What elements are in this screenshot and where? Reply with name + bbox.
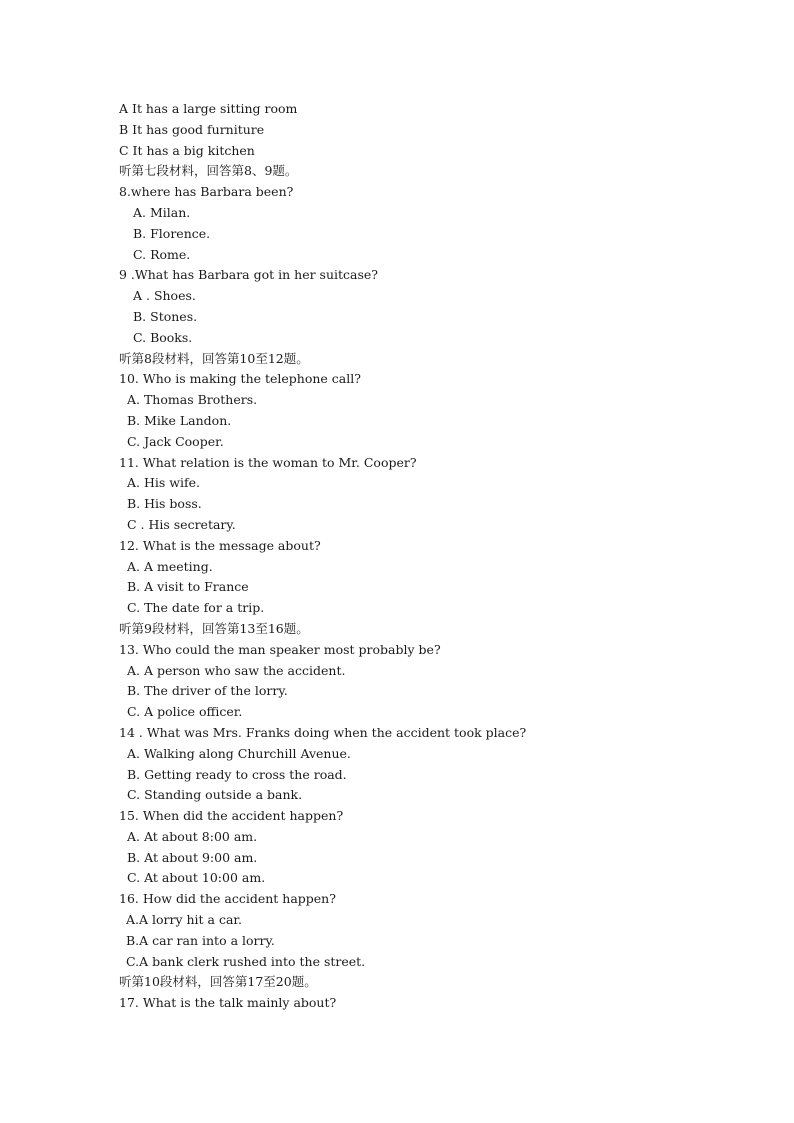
answer-option: A. At about 8:00 am. <box>127 828 258 844</box>
text-line: 17. What is the talk mainly about? <box>119 995 337 1011</box>
answer-option: C.A bank clerk rushed into the street. <box>126 953 366 969</box>
text-line: 听第10段材料，回答第17至20题。 <box>119 974 317 990</box>
text-line: 10. Who is making the telephone call? <box>119 371 361 387</box>
answer-option: C. A police officer. <box>127 704 243 720</box>
text-line: 听第8段材料，回答第10至12题。 <box>119 350 309 366</box>
answer-option: A. Milan. <box>133 204 191 220</box>
answer-option: B. Florence. <box>133 225 211 241</box>
text-line: 听第七段材料，回答第8、9题。 <box>119 163 298 179</box>
answer-option: B. Getting ready to cross the road. <box>127 766 347 782</box>
answer-option: B. Mike Landon. <box>127 412 232 428</box>
answer-option: A. His wife. <box>127 475 200 491</box>
answer-option: A. A meeting. <box>127 558 213 574</box>
answer-option: B.A car ran into a lorry. <box>126 932 275 948</box>
text-line: 9 .What has Barbara got in her suitcase? <box>119 267 379 283</box>
answer-option: B. A visit to France <box>127 579 249 595</box>
text-line: C It has a big kitchen <box>119 142 255 158</box>
answer-option: A . Shoes. <box>133 288 196 304</box>
text-line: 13. Who could the man speaker most probably be? <box>119 641 441 657</box>
answer-option: B. At about 9:00 am. <box>127 849 258 865</box>
text-line: 16. How did the accident happen? <box>119 891 336 907</box>
answer-option: C. Standing outside a bank. <box>127 787 303 803</box>
answer-option: C. Books. <box>133 329 193 345</box>
text-line: 8.where has Barbara been? <box>119 184 294 200</box>
text-line: 12. What is the message about? <box>119 537 321 553</box>
answer-option: A. A person who saw the accident. <box>127 662 346 678</box>
document-body <box>119 99 754 1014</box>
answer-option: C. Jack Cooper. <box>127 433 224 449</box>
answer-option: B. Stones. <box>133 308 198 324</box>
text-line: 15. When did the accident happen? <box>119 808 344 824</box>
answer-option: C. The date for a trip. <box>127 600 265 616</box>
text-line: A It has a large sitting room <box>119 101 298 116</box>
answer-option: B. His boss. <box>127 496 202 512</box>
text-line: 14 . What was Mrs. Franks doing when the accident took place? <box>119 724 527 740</box>
text-line: 听第9段材料，回答第13至16题。 <box>119 620 309 636</box>
answer-option: C . His secretary. <box>127 516 236 532</box>
text-line: B It has good furniture <box>119 121 265 137</box>
answer-option: A. Thomas Brothers. <box>127 392 258 408</box>
answer-option: B. The driver of the lorry. <box>127 683 288 699</box>
text-line: 11. What relation is the woman to Mr. Cooper? <box>119 454 417 470</box>
answer-option: C. At about 10:00 am. <box>127 870 266 886</box>
answer-option: A.A lorry hit a car. <box>126 912 243 928</box>
answer-option: A. Walking along Churchill Avenue. <box>127 745 351 761</box>
answer-option: C. Rome. <box>133 246 191 262</box>
